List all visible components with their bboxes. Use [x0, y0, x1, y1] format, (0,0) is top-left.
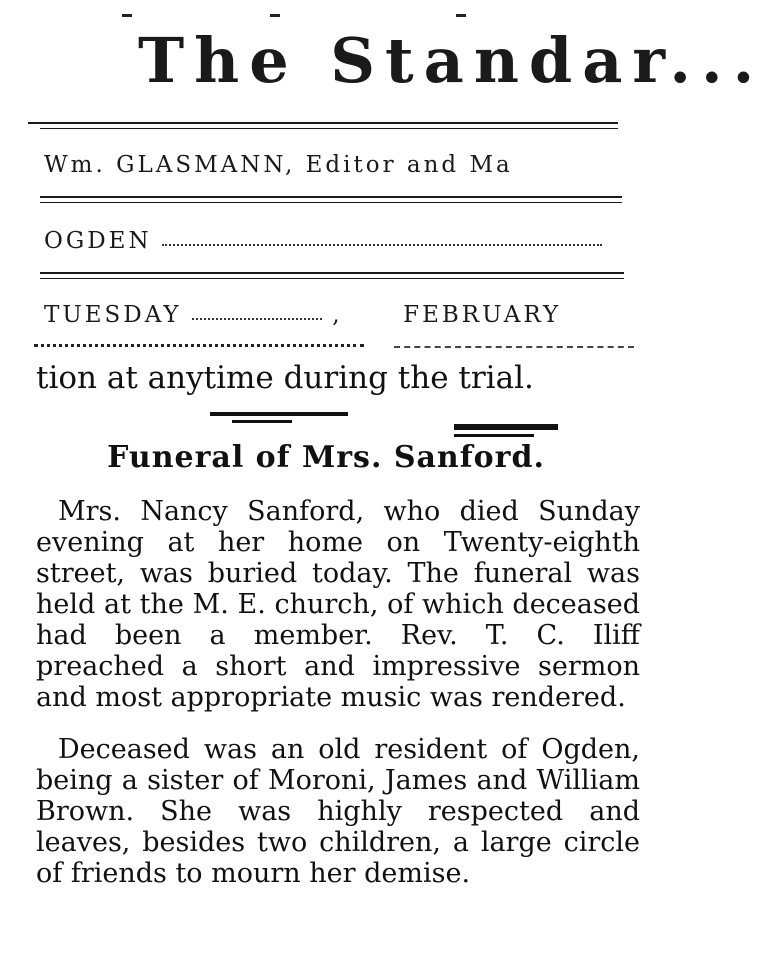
dot-leaders [192, 312, 322, 320]
masthead-title: The Standar... [138, 24, 764, 97]
editor-rule [40, 196, 622, 198]
date-line [44, 302, 644, 328]
masthead-rule-thin [40, 128, 618, 129]
editor-rule-thin [40, 202, 622, 203]
decorative-dash [454, 424, 558, 430]
location-line [44, 228, 634, 254]
masthead-tick-mark [270, 14, 280, 17]
date-month: FEBRUARY [403, 302, 562, 328]
masthead-tick-mark [456, 14, 466, 17]
previous-article-continuation: tion at anytime during the trial. [36, 360, 534, 396]
date-comma: , [332, 302, 343, 328]
decorative-dash [232, 420, 292, 423]
decorative-dash [210, 412, 348, 416]
date-day: TUESDAY [44, 302, 182, 328]
article-headline: Funeral of Mrs. Sanford. [107, 440, 545, 475]
dot-leaders [162, 238, 602, 246]
location-rule-thin [40, 278, 624, 279]
editor-line: Wm. GLASMANN, Editor and Ma [44, 152, 513, 178]
decorative-dash [454, 434, 534, 437]
location-rule [40, 272, 624, 274]
article-paragraph: Mrs. Nancy Sanford, who died Sunday evening at her home on Twenty-eighth street, was buried today. The funeral was held at the M. E. church, of which deceased had been a member. Rev. T. C. Iliff preached a short and impressive sermon and most appropriate music was rendered. [36, 496, 640, 713]
location-name: OGDEN [44, 228, 152, 254]
article-paragraph: Deceased was an old resident of Ogden, being a sister of Moroni, James and William Brown. She was highly respected and leaves, besides two children, a large circle of friends to mourn her demise. [36, 734, 640, 889]
masthead-rule [28, 122, 618, 124]
cut-off-text-line [34, 338, 634, 352]
masthead-tick-mark [122, 14, 132, 17]
masthead [0, 18, 764, 98]
